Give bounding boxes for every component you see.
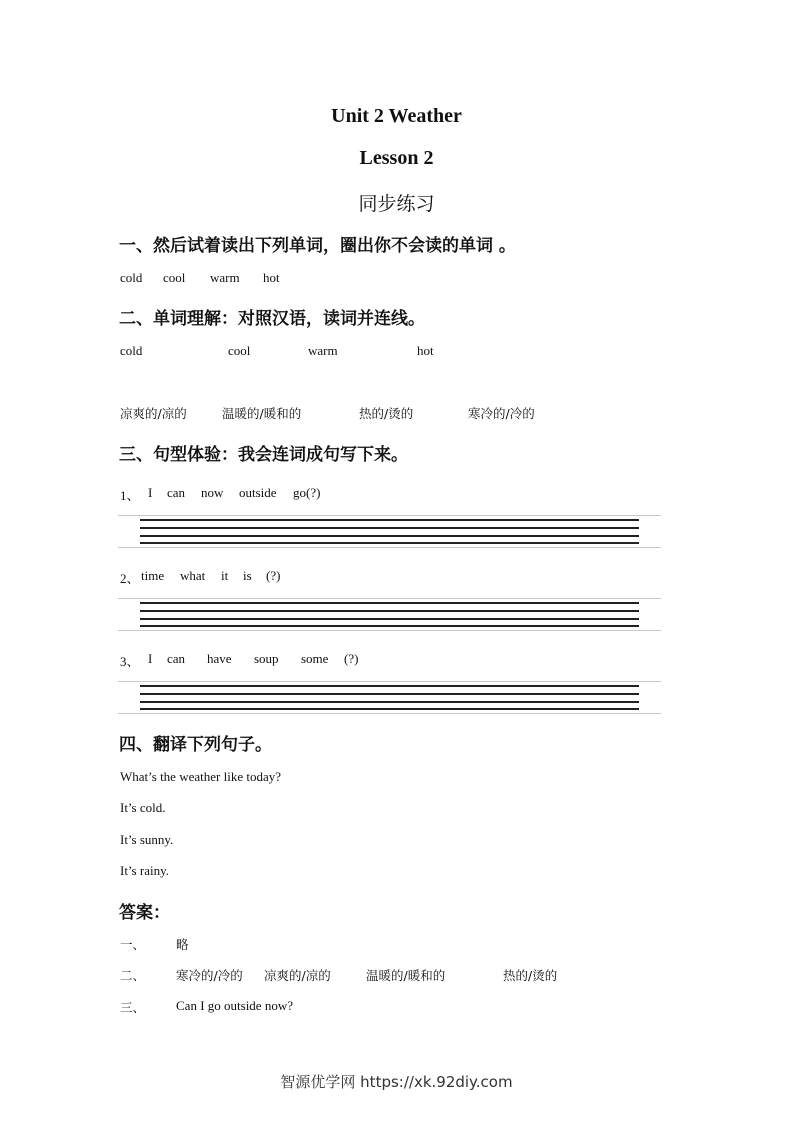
answer-2 <box>0 966 793 984</box>
answer-item: 凉爽的/凉的 <box>264 968 331 983</box>
question-word: can <box>167 485 186 500</box>
chinese-word: 温暖的/暖和的 <box>222 406 302 421</box>
question-word: soup <box>254 651 279 666</box>
english-word: cool <box>228 343 251 358</box>
section1-heading: 一、然后试着读出下列单词，圈出你不会读的单词 。 <box>119 236 516 256</box>
question-word: have <box>207 651 232 666</box>
question-word: can <box>167 651 186 666</box>
word-item: warm <box>210 270 240 285</box>
question-word: outside <box>239 485 277 500</box>
section4-heading: 四、翻译下列句子。 <box>119 735 272 755</box>
answer-text: 略 <box>176 937 189 952</box>
english-word: warm <box>308 343 338 358</box>
question-number: 3、 <box>120 654 140 669</box>
question-2 <box>0 568 793 586</box>
unit-title: Unit 2 Weather <box>331 105 462 127</box>
chinese-word: 凉爽的/凉的 <box>120 406 187 421</box>
translate-sentence: What’s the weather like today? <box>120 769 281 784</box>
answer-3 <box>0 998 793 1016</box>
answer-item: 热的/烫的 <box>503 968 558 983</box>
chinese-word: 热的/烫的 <box>359 406 414 421</box>
translate-sentence: It’s cold. <box>120 800 166 815</box>
word-item: hot <box>263 270 280 285</box>
english-word-row <box>0 343 793 361</box>
writing-lines-1[interactable] <box>118 513 661 551</box>
question-word: go(?) <box>293 485 321 500</box>
section3-heading: 三、句型体验：我会连词成句写下来。 <box>119 445 408 465</box>
answer-item: 温暖的/暖和的 <box>366 968 446 983</box>
translate-sentence: It’s sunny. <box>120 832 174 847</box>
question-1 <box>0 485 793 503</box>
answer-number: 二、 <box>120 968 146 983</box>
question-number: 2、 <box>120 571 140 586</box>
word-item: cool <box>163 270 186 285</box>
answer-1 <box>0 935 793 953</box>
chinese-word: 寒冷的/冷的 <box>468 406 535 421</box>
section1-word-row <box>0 270 793 288</box>
question-word: (?) <box>344 651 359 666</box>
answer-text: Can I go outside now? <box>176 998 293 1013</box>
footer-watermark: 智源优学网 https://xk.92diy.com <box>280 1073 513 1091</box>
translate-sentence: It’s rainy. <box>120 863 169 878</box>
english-word: hot <box>417 343 434 358</box>
word-item: cold <box>120 270 143 285</box>
answer-item: 寒冷的/冷的 <box>176 968 243 983</box>
question-word: now <box>201 485 224 500</box>
writing-lines-2[interactable] <box>118 596 661 634</box>
section2-heading: 二、单词理解：对照汉语，读词并连线。 <box>119 309 425 329</box>
question-word: what <box>180 568 206 583</box>
question-word: I <box>148 651 153 666</box>
question-number: 1、 <box>120 488 140 503</box>
writing-lines-3[interactable] <box>118 679 661 717</box>
chinese-word-row <box>0 404 793 422</box>
question-word: I <box>148 485 153 500</box>
lesson-title: Lesson 2 <box>359 147 434 169</box>
english-word: cold <box>120 343 143 358</box>
answers-heading: 答案： <box>119 903 170 923</box>
question-word: time <box>141 568 165 583</box>
question-word: some <box>301 651 329 666</box>
answer-number: 一、 <box>120 937 146 952</box>
answer-number: 三、 <box>120 1000 146 1015</box>
question-word: it <box>221 568 229 583</box>
question-3 <box>0 651 793 669</box>
page-subtitle: 同步练习 <box>358 193 435 215</box>
question-word: (?) <box>266 568 281 583</box>
question-word: is <box>243 568 252 583</box>
